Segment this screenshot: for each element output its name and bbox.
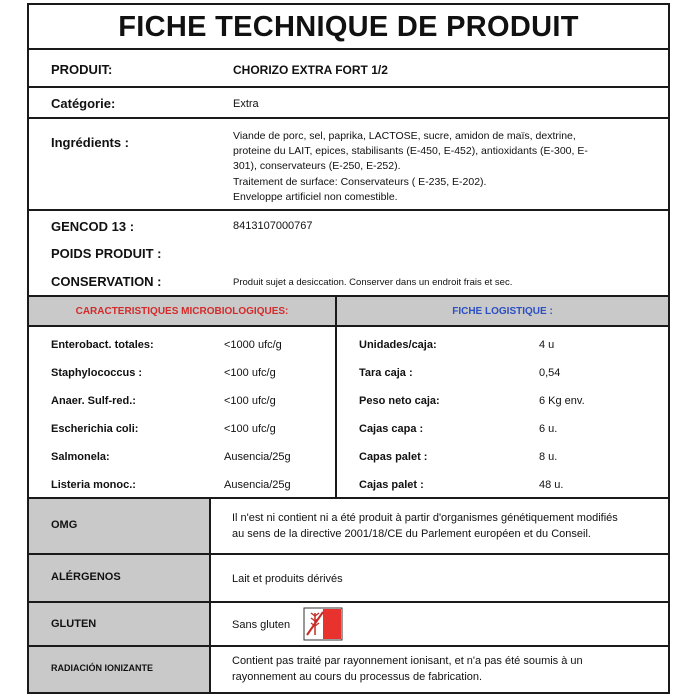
logistics-key: Capas palet : [359, 451, 428, 463]
gluten-label-cell [29, 603, 211, 645]
allergens-text: Lait et produits dérivés [232, 573, 343, 585]
product-label: PRODUIT: [51, 62, 113, 77]
conservation-value: Produit sujet a desiccation. Conserver dans un endroit frais et sec. [233, 277, 513, 288]
logistics-key: Unidades/caja: [359, 339, 437, 351]
omg-row [29, 499, 668, 555]
ingredients-line: 301), conservateurs (E-250, E-252). [233, 160, 401, 173]
logistics-value: 0,54 [539, 367, 561, 379]
logistics-value: 4 u [539, 339, 555, 351]
page-title: FICHE TECHNIQUE DE PRODUIT [29, 5, 668, 50]
conservation-label: CONSERVATION : [51, 274, 162, 289]
allergens-label-cell [29, 555, 211, 601]
micro-row [29, 472, 335, 500]
gluten-free-icon [303, 607, 343, 641]
logistics-row [337, 360, 668, 388]
radiation-text [232, 653, 583, 685]
micro-row [29, 388, 335, 416]
micro-row [29, 360, 335, 388]
ingredients-row [29, 119, 668, 211]
identification-block [29, 211, 668, 297]
weight-label: POIDS PRODUIT : [51, 246, 162, 261]
logistics-panel [337, 297, 668, 497]
micro-row [29, 332, 335, 360]
micro-key: Escherichia coli: [51, 423, 139, 435]
ingredients-line: proteine du LAIT, epices, stabilisants (E-450, E-452), antioxidants (E-300, E- [233, 145, 588, 158]
micro-value: Ausencia/25g [224, 479, 291, 491]
micro-key: Listeria monoc.: [51, 479, 136, 491]
ingredients-line: Enveloppe artificiel non comestible. [233, 190, 398, 203]
gluten-text: Sans gluten [232, 619, 291, 631]
micro-header: CARACTERISTIQUES MICROBIOLOGIQUES: [29, 297, 335, 327]
category-label: Catégorie: [51, 96, 116, 111]
micro-panel [29, 297, 337, 497]
category-row [29, 88, 668, 119]
logistics-row [337, 416, 668, 444]
specs-block [29, 297, 668, 499]
micro-value: <100 ufc/g [224, 395, 276, 407]
radiation-label-cell [29, 647, 211, 692]
logistics-key: Cajas capa : [359, 423, 424, 435]
micro-key: Staphylococcus : [51, 367, 143, 379]
gencod-label: GENCOD 13 : [51, 219, 135, 234]
micro-key: Anaer. Sulf-red.: [51, 395, 136, 407]
logistics-key: Tara caja : [359, 367, 413, 379]
product-value: CHORIZO EXTRA FORT 1/2 [233, 63, 388, 77]
micro-value: <100 ufc/g [224, 423, 276, 435]
omg-line: au sens de la directive 2001/18/CE du Parlement européen et du Conseil. [232, 528, 591, 540]
ingredients-label: Ingrédients : [51, 135, 130, 150]
micro-row [29, 416, 335, 444]
logistics-row [337, 472, 668, 500]
omg-line: Il n'est ni contient ni a été produit à partir d'organismes génétiquement modifiés [232, 512, 618, 524]
radiation-label: RADIACIÓN IONIZANTE [51, 663, 153, 673]
logistics-key: Peso neto caja: [359, 395, 440, 407]
ingredients-line: Viande de porc, sel, paprika, LACTOSE, sucre, amidon de maïs, dextrine, [233, 130, 576, 142]
logistics-value: 6 u. [539, 423, 558, 435]
logistics-row [337, 332, 668, 360]
logistics-row [337, 444, 668, 472]
radiation-line: Contient pas traité par rayonnement ionisant, et n'a pas été soumis à un [232, 655, 583, 667]
radiation-line: rayonnement au cours du processus de fabrication. [232, 671, 483, 683]
ingredients-line: Traitement de surface: Conservateurs ( E-235, E-202). [233, 175, 487, 188]
micro-key: Salmonela: [51, 451, 110, 463]
gluten-label: GLUTEN [51, 618, 97, 630]
category-value: Extra [233, 98, 259, 110]
logistics-key: Cajas palet : [359, 479, 424, 491]
micro-key: Enterobact. totales: [51, 339, 154, 351]
micro-value: <1000 ufc/g [224, 339, 282, 351]
logistics-row [337, 388, 668, 416]
logistics-value: 8 u. [539, 451, 558, 463]
micro-value: <100 ufc/g [224, 367, 276, 379]
logistics-value: 48 u. [539, 479, 564, 491]
gencod-value: 8413107000767 [233, 220, 313, 232]
logistics-value: 6 Kg env. [539, 395, 585, 407]
logistics-header: FICHE LOGISTIQUE : [337, 297, 668, 327]
omg-label: OMG [51, 519, 78, 531]
omg-label-cell [29, 499, 211, 553]
gluten-row [29, 603, 668, 647]
radiation-row [29, 647, 668, 692]
omg-text [232, 510, 618, 542]
micro-row [29, 444, 335, 472]
product-row [29, 50, 668, 88]
ingredients-text [233, 129, 638, 205]
micro-value: Ausencia/25g [224, 451, 291, 463]
allergens-label: ALÉRGENOS [51, 571, 121, 583]
allergens-row [29, 555, 668, 603]
product-sheet [27, 3, 670, 694]
